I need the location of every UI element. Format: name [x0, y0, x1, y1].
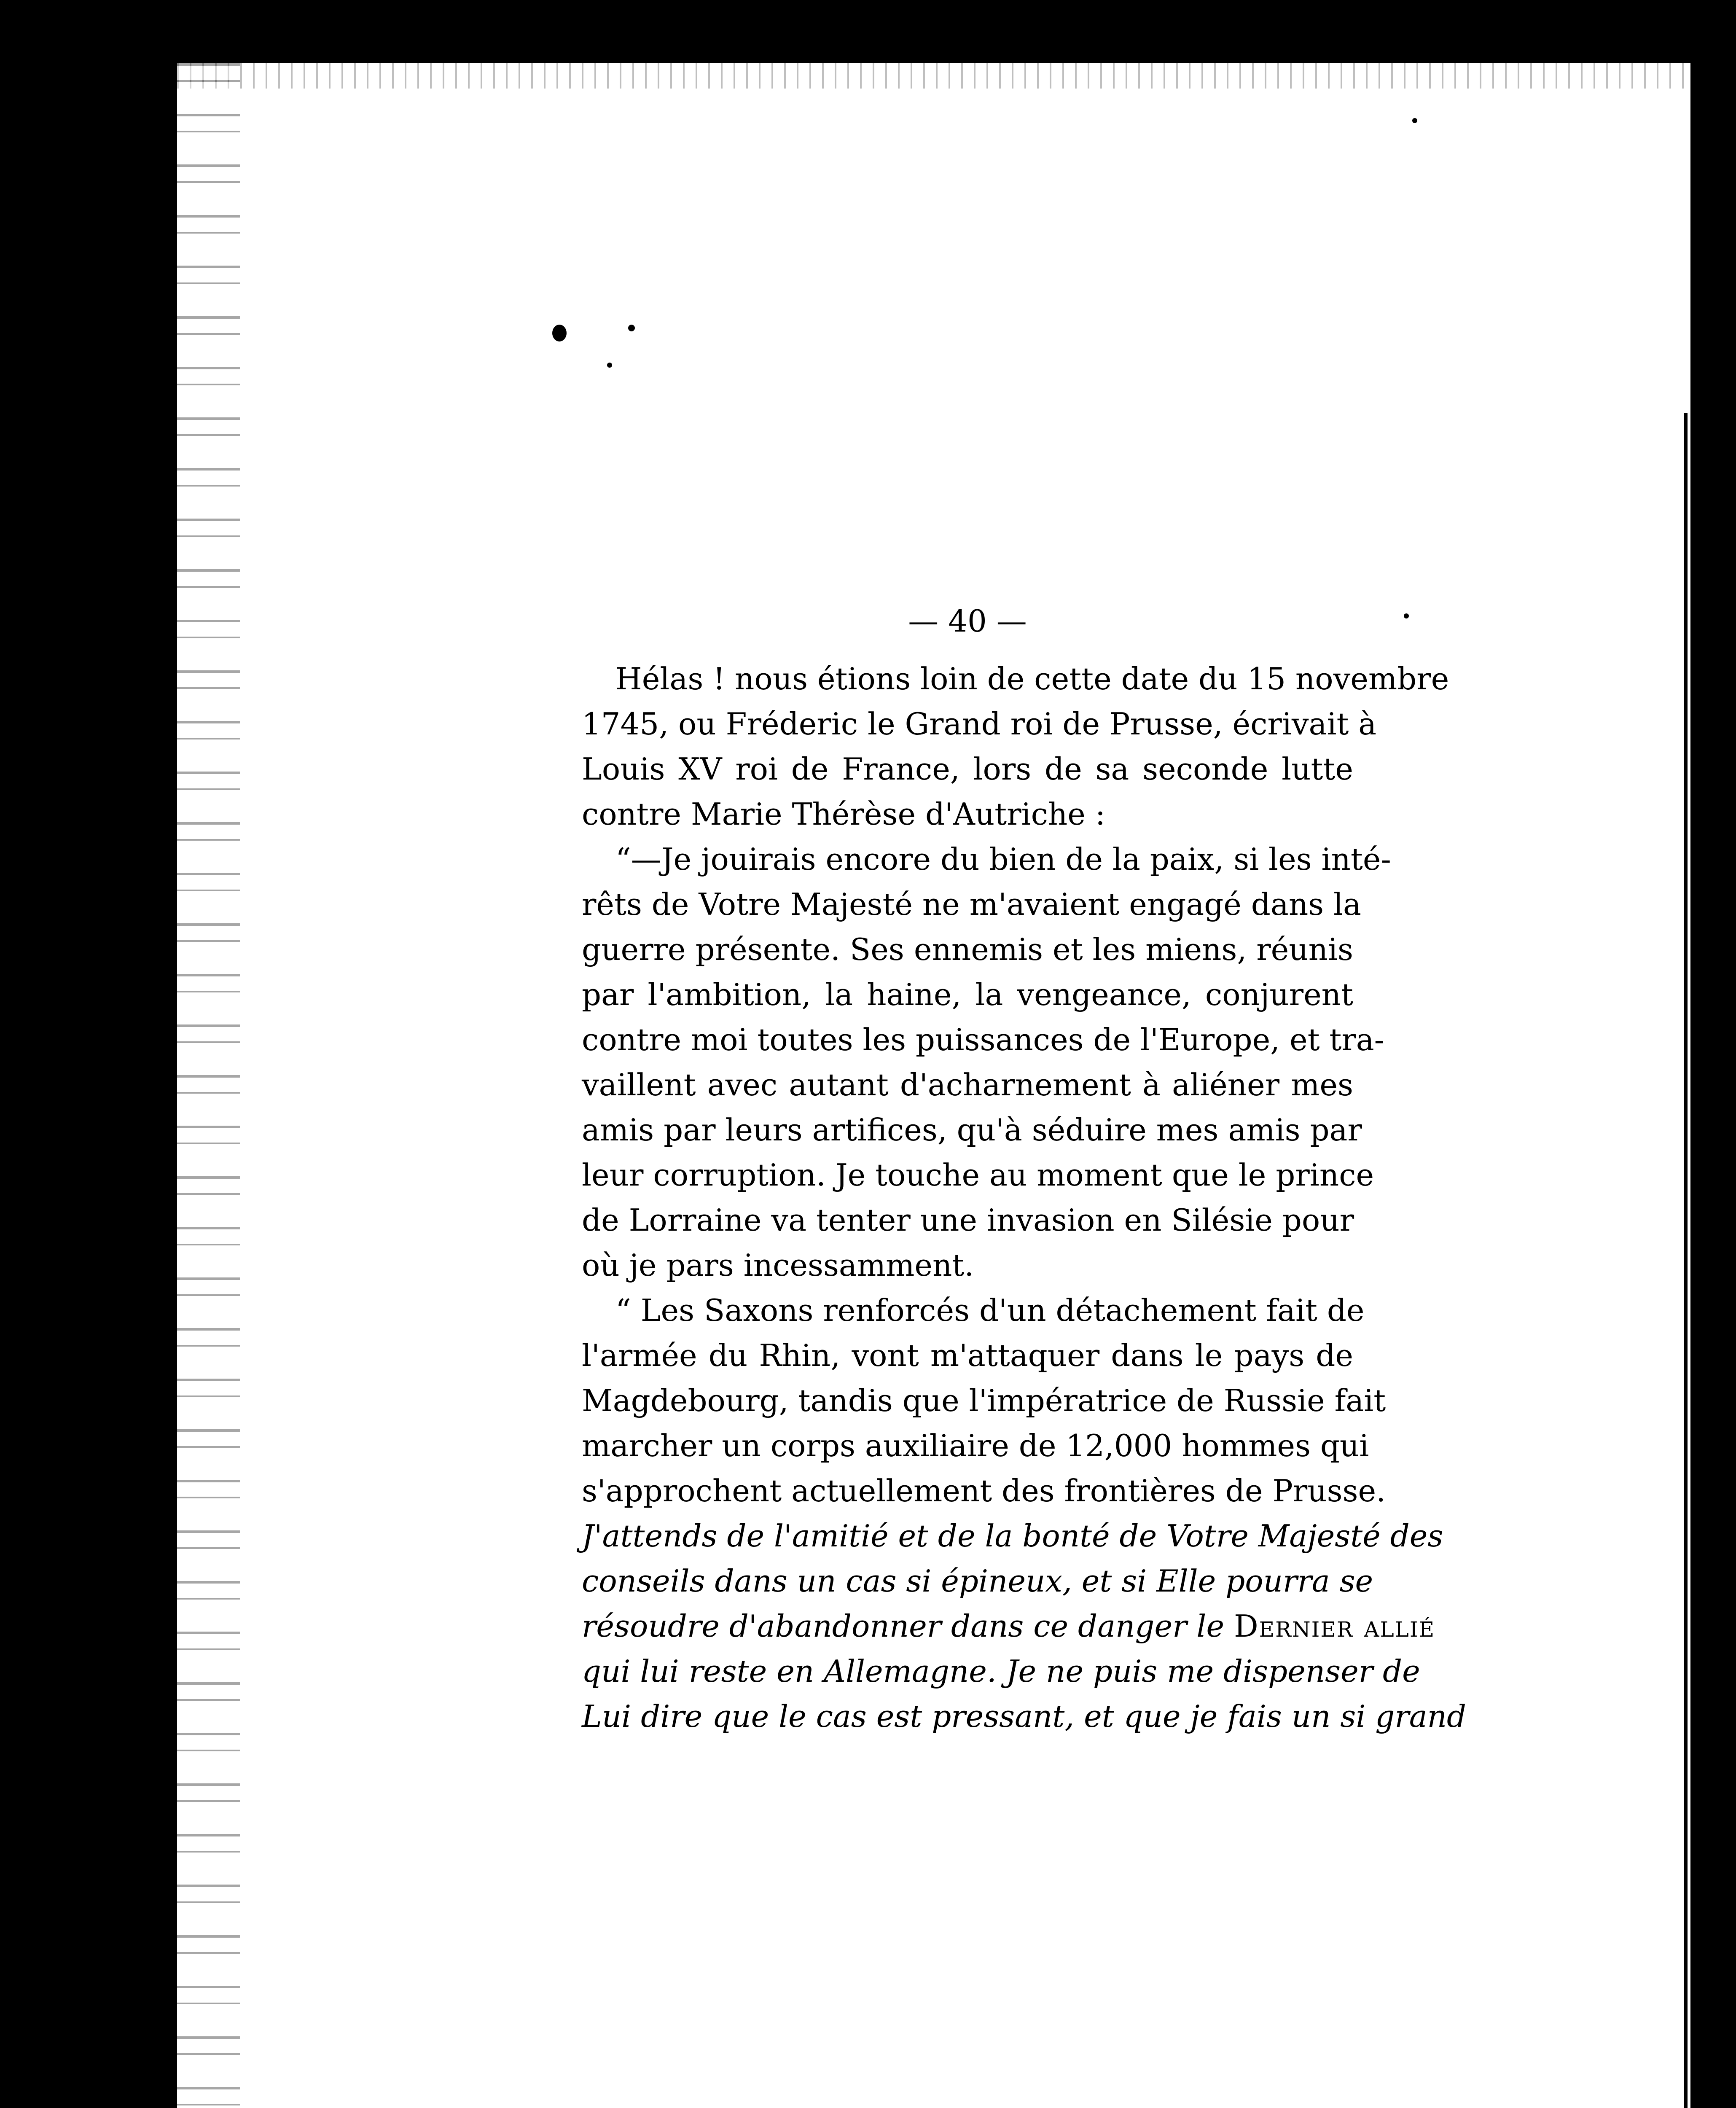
text-line: 1745, ou Fréderic le Grand roi de Prusse, écrivait à	[582, 706, 1377, 742]
text-line: Louis XV roi de France, lors de sa seconde lutte	[582, 751, 1353, 787]
text-line: Hélas ! nous étions loin de cette date du 15 novembre	[615, 661, 1449, 696]
text-line: “—Je jouirais encore du bien de la paix, si les inté-	[615, 842, 1391, 877]
ink-speck	[1404, 613, 1409, 618]
italic-text-segment: résoudre d'abandonner dans ce danger le	[582, 1608, 1234, 1644]
text-line: “ Les Saxons renforcés d'un détachement fait de	[615, 1293, 1365, 1328]
ink-speck	[552, 325, 567, 341]
text-line: marcher un corps auxiliaire de 12,000 hommes qui	[582, 1428, 1369, 1463]
italic-text-line	[582, 1604, 1435, 1649]
text-line: s'approchent actuellement des frontières de Prusse.	[582, 1473, 1386, 1508]
italic-text-line: conseils dans un cas si épineux, et si Elle pourra se	[582, 1563, 1373, 1599]
italic-text-line: J'attends de l'amitié et de la bonté de Votre Majesté des	[582, 1518, 1443, 1554]
paragraph-2	[582, 837, 1391, 1288]
text-line: de Lorraine va tenter une invasion en Silésie pour	[582, 1202, 1354, 1238]
text-line: par l'ambition, la haine, la vengeance, conjurent	[582, 977, 1353, 1012]
ink-speck	[607, 363, 612, 368]
text-line: guerre présente. Ses ennemis et les miens, réunis	[582, 932, 1353, 967]
ink-speck	[1412, 118, 1417, 123]
text-line: amis par leurs artifices, qu'à séduire mes amis par	[582, 1112, 1362, 1148]
small-caps-text: Dernier allié	[1233, 1608, 1435, 1644]
text-line: où je pars incessamment.	[582, 1248, 974, 1283]
scan-edge-left	[177, 63, 240, 2108]
text-line: Magdebourg, tandis que l'impératrice de Russie fait	[582, 1383, 1386, 1418]
text-column	[582, 599, 1467, 1739]
page-number: — 40 —	[908, 603, 1027, 639]
paragraph-1	[582, 656, 1449, 837]
scan-edge-right-rule	[1684, 413, 1688, 2108]
text-line: vaillent avec autant d'acharnement à aliéner mes	[582, 1067, 1353, 1102]
italic-text-line: qui lui reste en Allemagne. Je ne puis me dispenser de	[582, 1654, 1420, 1689]
text-line: l'armée du Rhin, vont m'attaquer dans le pays de	[582, 1338, 1353, 1373]
text-line: contre moi toutes les puissances de l'Europe, et tra-	[582, 1022, 1384, 1057]
text-line: contre Marie Thérèse d'Autriche :	[582, 796, 1106, 832]
text-line: leur corruption. Je touche au moment que le prince	[582, 1157, 1374, 1193]
italic-text-line: Lui dire que le cas est pressant, et que je fais un si grand	[582, 1699, 1467, 1734]
text-line: rêts de Votre Majesté ne m'avaient engagé dans la	[582, 887, 1361, 922]
ink-speck	[628, 325, 635, 331]
paragraph-3	[582, 1288, 1467, 1739]
scan-edge-top	[177, 63, 1690, 89]
